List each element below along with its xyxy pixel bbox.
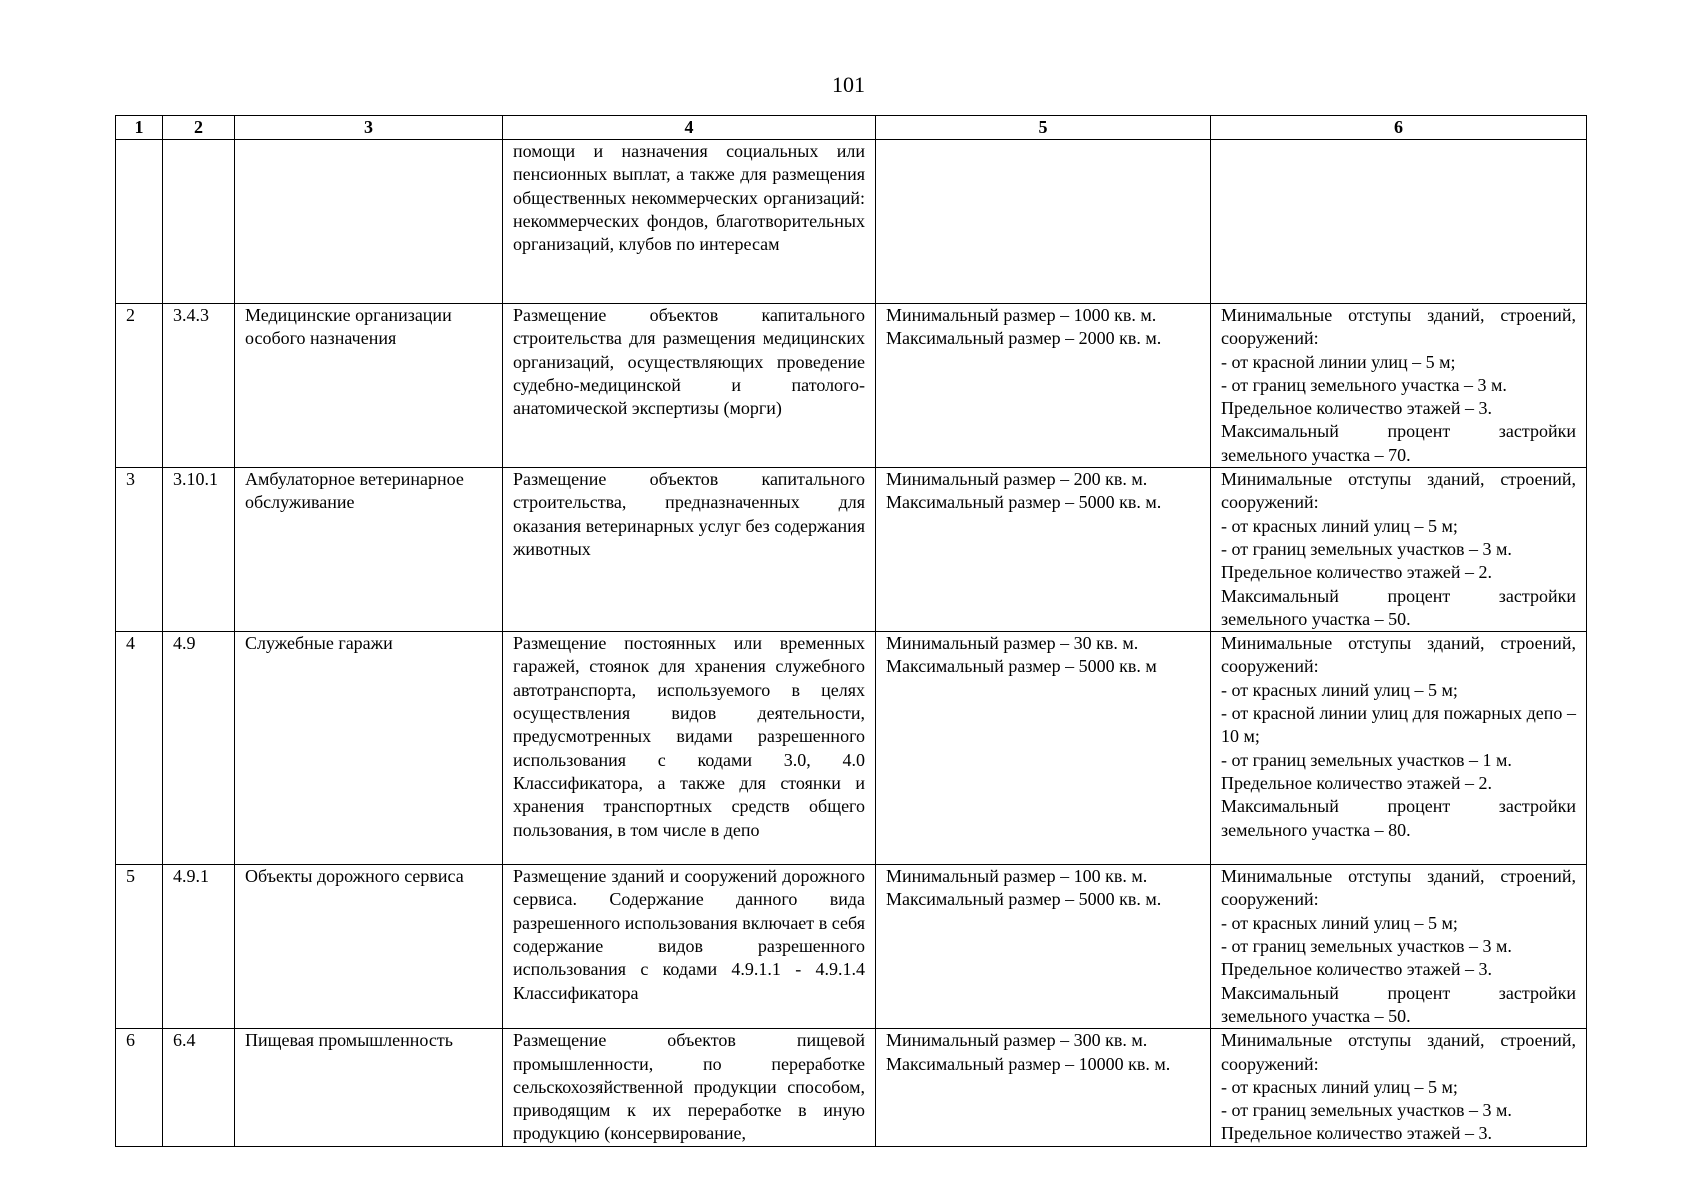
building-parameters-cell: Минимальные отступы зданий, строений, сооружений: - от красных линий улиц – 5 м; - от границ земельных участков – 3 м. Предельное количество этажей – 3. xyxy=(1211,1029,1587,1147)
building-parameters-cell xyxy=(1211,140,1587,304)
table-row xyxy=(116,865,1587,1029)
use-type-name-cell: Объекты дорожного сервиса xyxy=(235,865,503,1029)
plot-size-cell xyxy=(876,468,1211,632)
row-number-cell: 5 xyxy=(116,865,163,1029)
header-col-3: 3 xyxy=(235,116,503,140)
plot-size-line: Минимальный размер – 300 кв. м. xyxy=(886,1030,1148,1051)
classifier-code-cell: 6.4 xyxy=(163,1029,235,1147)
header-col-6: 6 xyxy=(1211,116,1587,140)
header-col-4: 4 xyxy=(503,116,876,140)
plot-size-line: Минимальный размер – 200 кв. м. xyxy=(886,469,1148,490)
table-header xyxy=(116,116,1587,140)
table-row xyxy=(116,140,1587,304)
table-row xyxy=(116,304,1587,468)
plot-size-cell xyxy=(876,632,1211,865)
building-parameters-cell: Минимальные отступы зданий, строений, сооружений: - от красной линии улиц – 5 м; - от границ земельного участка – 3 м. Предельное количество этажей – 3. Максимальный процент застройки земельного участка – 70. xyxy=(1211,304,1587,468)
use-type-name-cell: Медицинские организации особого назначения xyxy=(235,304,503,468)
use-type-name-cell: Служебные гаражи xyxy=(235,632,503,865)
regulations-table xyxy=(115,115,1587,1147)
building-parameters-cell: Минимальные отступы зданий, строений, сооружений: - от красных линий улиц – 5 м; - от границ земельных участков – 3 м. Предельное количество этажей – 2. Максимальный процент застройки земельного участка – 50. xyxy=(1211,468,1587,632)
use-description-cell: Размещение постоянных или временных гаражей, стоянок для хранения служебного автотранспорта, используемого в целях осуществления видов деятельности, предусмотренных видами разрешенного использования с кодами 3.0, 4.0 Классификатора, а также для стоянки и хранения транспортных средств общего пользования, в том числе в депо xyxy=(503,632,876,865)
plot-size-line: Максимальный размер – 5000 кв. м. xyxy=(886,889,1162,910)
plot-size-cell xyxy=(876,140,1211,304)
classifier-code-cell: 3.4.3 xyxy=(163,304,235,468)
row-number-cell: 4 xyxy=(116,632,163,865)
header-col-2: 2 xyxy=(163,116,235,140)
header-col-5: 5 xyxy=(876,116,1211,140)
plot-size-line: Минимальный размер – 1000 кв. м. xyxy=(886,305,1157,325)
use-description-cell: Размещение объектов пищевой промышленности, по переработке сельскохозяйственной продукции способом, приводящим к их переработке в иную продукцию (консервирование, xyxy=(503,1029,876,1147)
use-description-cell: Размещение зданий и сооружений дорожного сервиса. Содержание данного вида разрешенного использования включает в себя содержание видов разрешенного использования с кодами 4.9.1.1 - 4.9.1.4 Классификатора xyxy=(503,865,876,1029)
plot-size-line: Минимальный размер – 100 кв. м. xyxy=(886,866,1148,887)
table-row xyxy=(116,468,1587,632)
plot-size-line: Максимальный размер – 2000 кв. м. xyxy=(886,328,1162,349)
header-col-1: 1 xyxy=(116,116,163,140)
classifier-code-cell: 4.9 xyxy=(163,632,235,865)
plot-size-line: Максимальный размер – 5000 кв. м xyxy=(886,656,1157,677)
header-row xyxy=(116,116,1587,140)
use-type-name-cell: Амбулаторное ветеринарное обслуживание xyxy=(235,468,503,632)
row-number-cell xyxy=(116,140,163,304)
plot-size-line: Минимальный размер – 30 кв. м. xyxy=(886,633,1139,654)
table-row xyxy=(116,632,1587,865)
classifier-code-cell xyxy=(163,140,235,304)
use-description-cell: Размещение объектов капитального строительства для размещения медицинских организаций, осуществляющих проведение судебно-медицинской и патолого-анатомической экспертизы (морги) xyxy=(503,304,876,468)
plot-size-cell xyxy=(876,865,1211,1029)
use-description-cell: помощи и назначения социальных или пенсионных выплат, а также для размещения общественных некоммерческих организаций: некоммерческих фондов, благотворительных организаций, клубов по интересам xyxy=(503,140,876,304)
classifier-code-cell: 4.9.1 xyxy=(163,865,235,1029)
row-number-cell: 2 xyxy=(116,304,163,468)
plot-size-line: Максимальный размер – 5000 кв. м. xyxy=(886,492,1162,513)
table-body xyxy=(116,140,1587,1147)
row-number-cell: 3 xyxy=(116,468,163,632)
plot-size-cell xyxy=(876,304,1211,468)
plot-size-line: Максимальный размер – 10000 кв. м. xyxy=(886,1053,1171,1074)
plot-size-cell xyxy=(876,1029,1211,1147)
use-type-name-cell: Пищевая промышленность xyxy=(235,1029,503,1147)
use-type-name-cell xyxy=(235,140,503,304)
building-parameters-cell: Минимальные отступы зданий, строений, сооружений: - от красных линий улиц – 5 м; - от красной линии улиц для пожарных депо – 10 м; - от границ земельных участков – 1 м. Предельное количество этажей – 2. Максимальный процент застройки земельного участка – 80. xyxy=(1211,632,1587,865)
page-number: 101 xyxy=(832,72,865,97)
classifier-code-cell: 3.10.1 xyxy=(163,468,235,632)
table-row xyxy=(116,1029,1587,1147)
building-parameters-cell: Минимальные отступы зданий, строений, сооружений: - от красных линий улиц – 5 м; - от границ земельных участков – 3 м. Предельное количество этажей – 3. Максимальный процент застройки земельного участка – 50. xyxy=(1211,865,1587,1029)
use-description-cell: Размещение объектов капитального строительства, предназначенных для оказания ветеринарных услуг без содержания животных xyxy=(503,468,876,632)
row-number-cell: 6 xyxy=(116,1029,163,1147)
